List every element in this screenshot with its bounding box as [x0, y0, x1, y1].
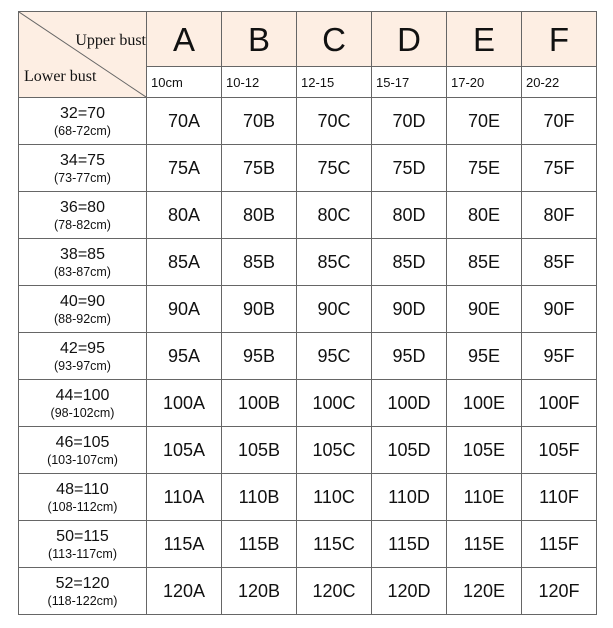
- size-cell: 105A: [147, 427, 222, 474]
- lower-bust-label: Lower bust: [24, 68, 97, 85]
- size-cell: 80B: [222, 192, 297, 239]
- size-cell: 95A: [147, 333, 222, 380]
- table-row: [19, 98, 597, 145]
- cup-range: 15-17: [372, 67, 447, 98]
- table-row: [19, 521, 597, 568]
- cup-letter: E: [447, 12, 522, 67]
- size-cell: 110C: [297, 474, 372, 521]
- cup-letter: A: [147, 12, 222, 67]
- cup-letter: C: [297, 12, 372, 67]
- bra-size-table: [18, 11, 597, 615]
- size-cell: 100B: [222, 380, 297, 427]
- table-row: [19, 427, 597, 474]
- cup-letter: D: [372, 12, 447, 67]
- lower-bust-cell: [19, 474, 147, 521]
- size-cell: 90E: [447, 286, 522, 333]
- lower-bust-cm: (108-112cm): [47, 499, 118, 514]
- corner-header: [19, 12, 147, 98]
- lower-bust-cell: [19, 286, 147, 333]
- size-cell: 110E: [447, 474, 522, 521]
- lower-bust-value: 40=90: [60, 292, 105, 310]
- lower-bust-value: 42=95: [60, 339, 105, 357]
- size-cell: 70C: [297, 98, 372, 145]
- lower-bust-cell: [19, 521, 147, 568]
- lower-bust-value: 36=80: [60, 198, 105, 216]
- lower-bust-cm: (98-102cm): [50, 405, 115, 420]
- table-row: [19, 286, 597, 333]
- lower-bust-cm: (83-87cm): [54, 264, 111, 279]
- lower-bust-cm: (93-97cm): [54, 358, 111, 373]
- size-cell: 100A: [147, 380, 222, 427]
- lower-bust-cm: (78-82cm): [54, 217, 111, 232]
- size-cell: 85F: [522, 239, 597, 286]
- cup-letter: B: [222, 12, 297, 67]
- size-cell: 70D: [372, 98, 447, 145]
- size-cell: 90D: [372, 286, 447, 333]
- size-cell: 120F: [522, 568, 597, 615]
- cup-range: 17-20: [447, 67, 522, 98]
- lower-bust-cm: (73-77cm): [54, 170, 111, 185]
- cup-range: 12-15: [297, 67, 372, 98]
- size-cell: 120D: [372, 568, 447, 615]
- size-cell: 90A: [147, 286, 222, 333]
- lower-bust-cm: (103-107cm): [47, 452, 118, 467]
- size-cell: 95D: [372, 333, 447, 380]
- size-cell: 95E: [447, 333, 522, 380]
- size-cell: 90C: [297, 286, 372, 333]
- lower-bust-value: 52=120: [55, 574, 110, 592]
- lower-bust-cm: (113-117cm): [47, 546, 117, 561]
- lower-bust-value: 38=85: [60, 245, 105, 263]
- size-cell: 95C: [297, 333, 372, 380]
- table-row: [19, 380, 597, 427]
- lower-bust-value: 32=70: [60, 104, 105, 122]
- table-row: [19, 239, 597, 286]
- size-cell: 75D: [372, 145, 447, 192]
- lower-bust-cm: (88-92cm): [54, 311, 111, 326]
- lower-bust-value: 50=115: [56, 527, 109, 545]
- lower-bust-value: 34=75: [60, 151, 105, 169]
- lower-bust-cell: [19, 98, 147, 145]
- size-cell: 120E: [447, 568, 522, 615]
- upper-bust-label: Upper bust: [75, 32, 146, 49]
- lower-bust-value: 44=100: [55, 386, 110, 404]
- lower-bust-cell: [19, 333, 147, 380]
- table-row: [19, 568, 597, 615]
- table-row: [19, 474, 597, 521]
- cup-range: 10-12: [222, 67, 297, 98]
- size-cell: 75C: [297, 145, 372, 192]
- size-cell: 100C: [297, 380, 372, 427]
- size-cell: 70B: [222, 98, 297, 145]
- size-cell: 70F: [522, 98, 597, 145]
- size-cell: 100D: [372, 380, 447, 427]
- size-cell: 90B: [222, 286, 297, 333]
- size-cell: 80F: [522, 192, 597, 239]
- size-cell: 115E: [447, 521, 522, 568]
- size-cell: 90F: [522, 286, 597, 333]
- size-cell: 110A: [147, 474, 222, 521]
- lower-bust-cell: [19, 145, 147, 192]
- size-cell: 115B: [222, 521, 297, 568]
- size-cell: 70A: [147, 98, 222, 145]
- size-cell: 80A: [147, 192, 222, 239]
- size-cell: 85B: [222, 239, 297, 286]
- size-cell: 105C: [297, 427, 372, 474]
- size-cell: 100E: [447, 380, 522, 427]
- size-cell: 105F: [522, 427, 597, 474]
- size-cell: 115C: [297, 521, 372, 568]
- size-cell: 110D: [372, 474, 447, 521]
- cup-letter: F: [522, 12, 597, 67]
- size-cell: 75A: [147, 145, 222, 192]
- size-cell: 85D: [372, 239, 447, 286]
- cup-range: 10cm: [147, 67, 222, 98]
- lower-bust-cm: (68-72cm): [54, 123, 111, 138]
- lower-bust-cm: (118-122cm): [47, 593, 118, 608]
- table-row: [19, 192, 597, 239]
- size-cell: 70E: [447, 98, 522, 145]
- size-cell: 120C: [297, 568, 372, 615]
- size-cell: 75F: [522, 145, 597, 192]
- cup-range: 20-22: [522, 67, 597, 98]
- lower-bust-cell: [19, 427, 147, 474]
- size-cell: 115F: [522, 521, 597, 568]
- size-cell: 110F: [522, 474, 597, 521]
- size-cell: 100F: [522, 380, 597, 427]
- table-row: [19, 333, 597, 380]
- size-cell: 85A: [147, 239, 222, 286]
- size-cell: 95B: [222, 333, 297, 380]
- size-cell: 105E: [447, 427, 522, 474]
- size-cell: 85E: [447, 239, 522, 286]
- lower-bust-cell: [19, 239, 147, 286]
- lower-bust-cell: [19, 380, 147, 427]
- size-cell: 120B: [222, 568, 297, 615]
- size-cell: 115A: [147, 521, 222, 568]
- size-cell: 110B: [222, 474, 297, 521]
- lower-bust-value: 48=110: [56, 480, 109, 498]
- size-cell: 80D: [372, 192, 447, 239]
- lower-bust-cell: [19, 568, 147, 615]
- size-cell: 105D: [372, 427, 447, 474]
- size-cell: 80C: [297, 192, 372, 239]
- size-cell: 95F: [522, 333, 597, 380]
- size-cell: 75E: [447, 145, 522, 192]
- size-cell: 105B: [222, 427, 297, 474]
- lower-bust-value: 46=105: [55, 433, 110, 451]
- size-cell: 115D: [372, 521, 447, 568]
- lower-bust-cell: [19, 192, 147, 239]
- size-cell: 85C: [297, 239, 372, 286]
- table-row: [19, 145, 597, 192]
- size-cell: 75B: [222, 145, 297, 192]
- size-cell: 80E: [447, 192, 522, 239]
- size-cell: 120A: [147, 568, 222, 615]
